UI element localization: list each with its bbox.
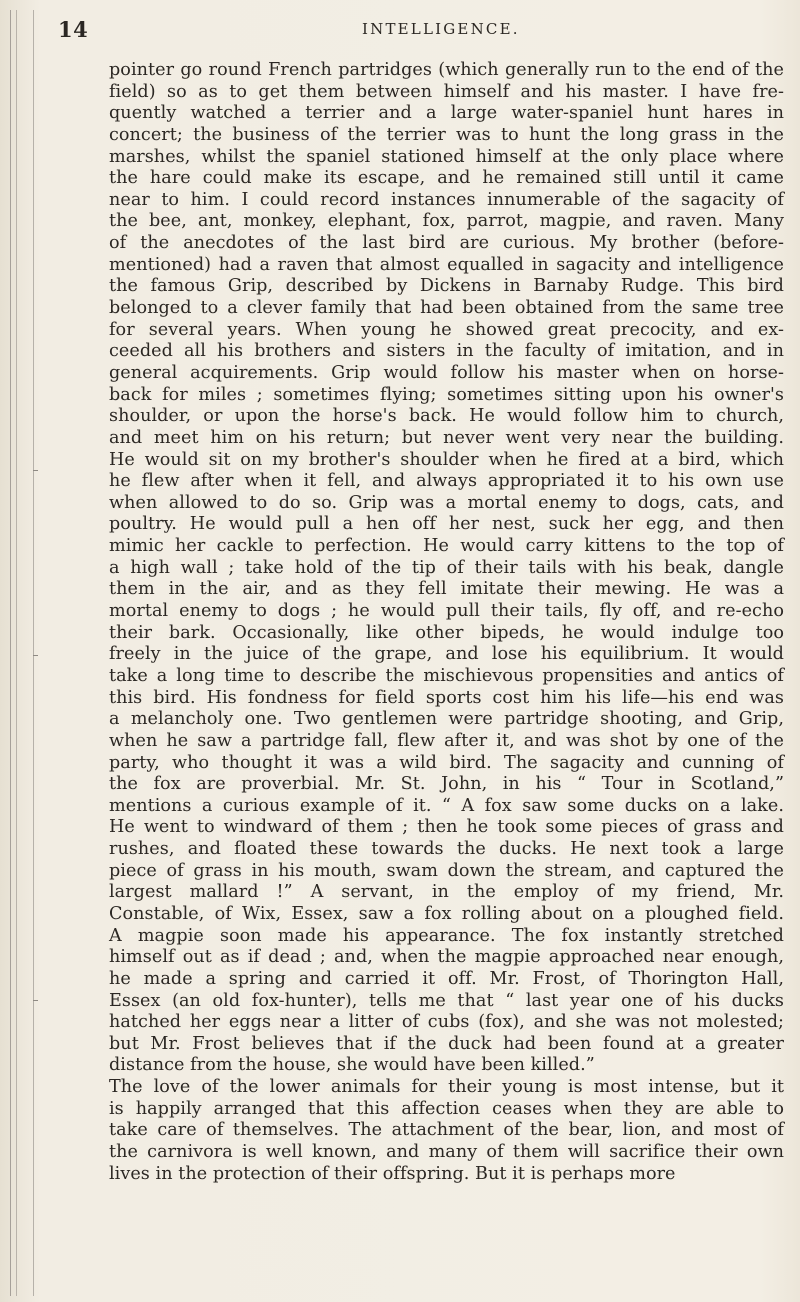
text-line: piece of grass in his mouth, swam down the stream, and captured the <box>109 860 784 881</box>
running-head: INTELLIGENCE. <box>362 20 520 38</box>
text-line: general acquirements. Grip would follow his master when on horse- <box>109 362 784 383</box>
text-line: largest mallard !” A servant, in the employ of my friend, Mr. <box>109 882 784 903</box>
text-line: pointer go round French partridges (which generally run to the end of the <box>109 60 784 80</box>
text-line: mortal enemy to dogs ; he would pull their tails, fly off, and re-echo <box>109 601 784 622</box>
text-line: hatched her eggs near a litter of cubs (fox), and she was not molested; <box>109 1012 784 1033</box>
text-line: he made a spring and carried it off. Mr. Frost, of Thorington Hall, <box>109 968 784 989</box>
text-line: when he saw a partridge fall, flew after it, and was shot by one of the <box>109 730 784 751</box>
text-line: the famous Grip, described by Dickens in Barnaby Rudge. This bird <box>109 276 784 297</box>
text-line: of the anecdotes of the last bird are curious. My brother (before- <box>109 233 784 254</box>
text-line: He would sit on my brother's shoulder when he fired at a bird, which <box>109 449 784 470</box>
text-line: and meet him on his return; but never went very near the building. <box>109 427 784 448</box>
text-line: mentioned) had a raven that almost equalled in sagacity and intelligence <box>109 254 784 275</box>
text-line: he flew after when it fell, and always appropriated it to his own use <box>109 471 784 492</box>
text-line: Essex (an old fox-hunter), tells me that “ last year one of his ducks <box>109 990 784 1011</box>
text-line: mimic her cackle to perfection. He would carry kittens to the top of <box>109 536 784 557</box>
text-line: for several years. When young he showed great precocity, and ex- <box>109 319 784 340</box>
text-line: the bee, ant, monkey, elephant, fox, parrot, magpie, and raven. Many <box>109 211 784 232</box>
gutter-rule <box>10 10 11 1296</box>
gutter-rule <box>33 10 34 1296</box>
text-line: He went to windward of them ; then he took some pieces of grass and <box>109 817 784 838</box>
text-line: poultry. He would pull a hen off her nest, suck her egg, and then <box>109 514 784 535</box>
text-line: a melancholy one. Two gentlemen were partridge shooting, and Grip, <box>109 709 784 730</box>
text-line: mentions a curious example of it. “ A fox saw some ducks on a lake. <box>109 795 784 816</box>
gutter-rule <box>16 10 17 1296</box>
binding-gutter <box>0 0 58 1302</box>
text-line: take a long time to describe the mischievous propensities and antics of <box>109 665 784 686</box>
text-line: rushes, and floated these towards the ducks. He next took a large <box>109 839 784 860</box>
text-line: lives in the protection of their offspring. But it is perhaps more <box>109 1163 676 1184</box>
text-line: quently watched a terrier and a large water-spaniel hunt hares in <box>109 103 784 124</box>
text-line: the fox are proverbial. Mr. St. John, in his “ Tour in Scotland,” <box>109 774 784 795</box>
text-line: them in the air, and as they fell imitate their mewing. He was a <box>109 579 784 600</box>
text-line: is happily arranged that this affection ceases when they are able to <box>109 1098 784 1119</box>
text-line: freely in the juice of the grape, and lose his equilibrium. It would <box>109 644 784 665</box>
gutter-tick <box>33 1000 38 1001</box>
text-line: field) so as to get them between himself and his master. I have fre- <box>109 81 784 102</box>
text-line: take care of themselves. The attachment of the bear, lion, and most of <box>109 1120 784 1141</box>
text-line: party, who thought it was a wild bird. The sagacity and cunning of <box>109 752 784 773</box>
gutter-tick <box>33 655 38 656</box>
text-line: a high wall ; take hold of the tip of their tails with his beak, dangle <box>109 557 784 578</box>
text-line: himself out as if dead ; and, when the magpie approached near enough, <box>109 947 784 968</box>
text-line: back for miles ; sometimes flying; sometimes sitting upon his owner's <box>109 384 784 405</box>
text-line: distance from the house, she would have been killed.” <box>109 1055 595 1076</box>
text-line: the hare could make its escape, and he remained still until it came <box>109 168 784 189</box>
text-line: A magpie soon made his appearance. The fox instantly stretched <box>109 925 784 946</box>
text-line: this bird. His fondness for field sports cost him his life—his end was <box>109 687 784 708</box>
text-line: concert; the business of the terrier was to hunt the long grass in the <box>109 124 784 145</box>
text-line: but Mr. Frost believes that if the duck had been found at a greater <box>109 1033 784 1054</box>
body-text <box>109 60 784 1185</box>
gutter-tick <box>33 470 38 471</box>
page-number: 14 <box>58 17 89 42</box>
text-line: Constable, of Wix, Essex, saw a fox rolling about on a ploughed field. <box>109 903 784 924</box>
text-line: ceeded all his brothers and sisters in the faculty of imitation, and in <box>109 341 784 362</box>
text-line: near to him. I could record instances innumerable of the sagacity of <box>109 189 784 210</box>
text-line: marshes, whilst the spaniel stationed himself at the only place where <box>109 146 784 167</box>
text-line: when allowed to do so. Grip was a mortal enemy to dogs, cats, and <box>109 492 784 513</box>
text-line: The love of the lower animals for their young is most intense, but it <box>109 1077 784 1098</box>
text-line: shoulder, or upon the horse's back. He would follow him to church, <box>109 406 784 427</box>
text-line: belonged to a clever family that had been obtained from the same tree <box>109 298 784 319</box>
text-line: the carnivora is well known, and many of them will sacrifice their own <box>109 1142 784 1163</box>
text-line: their bark. Occasionally, like other bipeds, he would indulge too <box>109 622 784 643</box>
